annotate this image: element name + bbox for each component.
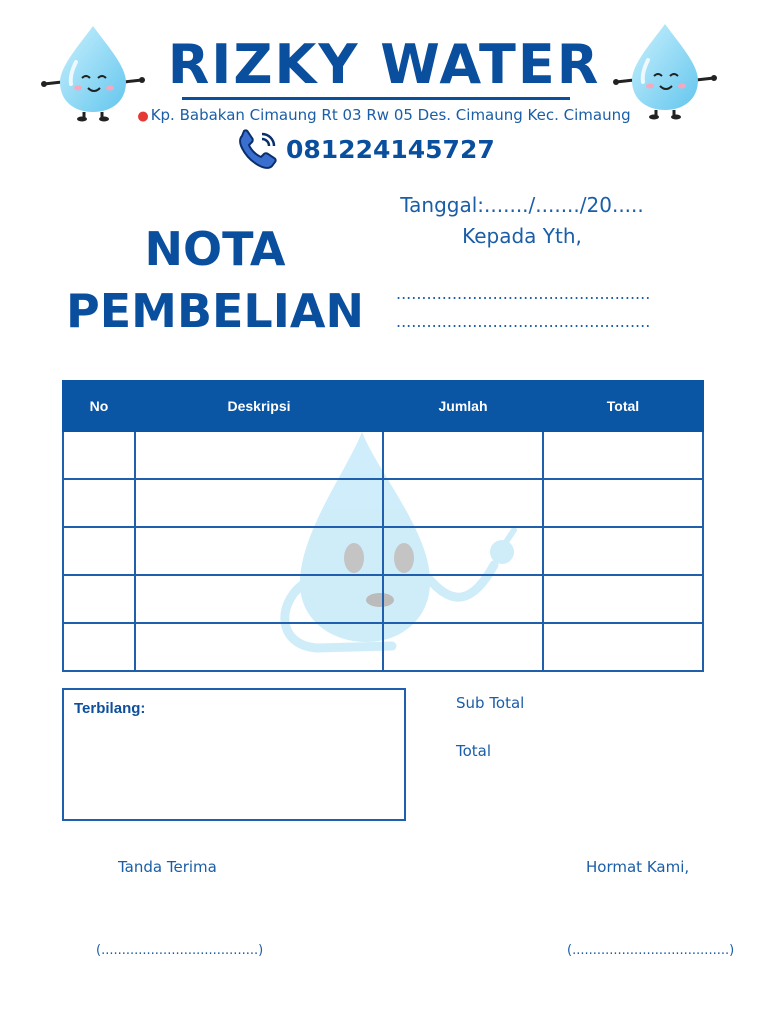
recipient-line-1: ..................................................: [396, 284, 651, 303]
receiver-signature-label: Tanda Terima: [118, 858, 217, 876]
phone-row: [236, 128, 495, 170]
cell-no: [63, 623, 135, 671]
address-text: Kp. Babakan Cimaung Rt 03 Rw 05 Des. Cimaung Kec. Cimaung: [150, 106, 631, 124]
items-table: [62, 380, 704, 672]
recipient-line-2: ..................................................: [396, 312, 651, 331]
col-header-deskripsi: Deskripsi: [135, 381, 383, 431]
title-line-2: PEMBELIAN: [66, 284, 364, 338]
table-row: [63, 431, 703, 479]
cell-deskripsi: [135, 527, 383, 575]
cell-no: [63, 431, 135, 479]
brand-name: RIZKY WATER: [167, 33, 601, 96]
location-pin-icon: ●: [137, 109, 149, 124]
cell-jumlah: [383, 479, 543, 527]
cell-no: [63, 575, 135, 623]
cell-jumlah: [383, 623, 543, 671]
col-header-jumlah: Jumlah: [383, 381, 543, 431]
brand-underline: [182, 97, 570, 100]
phone-icon: [236, 128, 280, 170]
terbilang-box: [62, 688, 406, 821]
cell-total: [543, 431, 703, 479]
title-line-1: NOTA: [144, 222, 286, 276]
items-table-wrapper: [62, 380, 702, 661]
cell-jumlah: [383, 431, 543, 479]
terbilang-label: Terbilang:: [74, 700, 146, 717]
cell-no: [63, 479, 135, 527]
table-row: [63, 527, 703, 575]
cell-total: [543, 623, 703, 671]
cell-deskripsi: [135, 623, 383, 671]
col-header-no: No: [63, 381, 135, 431]
table-row: [63, 575, 703, 623]
total-label: Total: [456, 742, 492, 760]
phone-number: 081224145727: [286, 134, 495, 164]
cell-total: [543, 527, 703, 575]
cell-no: [63, 527, 135, 575]
sender-signature-label: Hormat Kami,: [586, 858, 690, 876]
table-header-row: [63, 381, 703, 431]
cell-deskripsi: [135, 575, 383, 623]
cell-deskripsi: [135, 431, 383, 479]
address: [0, 106, 768, 124]
cell-jumlah: [383, 575, 543, 623]
date-field: Tanggal:......./......./20.....: [400, 193, 644, 217]
receiver-signature-line: (......................................): [96, 943, 264, 958]
table-row: [63, 479, 703, 527]
table-row: [63, 623, 703, 671]
cell-jumlah: [383, 527, 543, 575]
cell-deskripsi: [135, 479, 383, 527]
subtotal-label: Sub Total: [456, 694, 525, 712]
col-header-total: Total: [543, 381, 703, 431]
sender-signature-line: (......................................): [567, 943, 735, 958]
document-title: [60, 218, 370, 342]
recipient-label: Kepada Yth,: [462, 224, 582, 248]
cell-total: [543, 479, 703, 527]
cell-total: [543, 575, 703, 623]
